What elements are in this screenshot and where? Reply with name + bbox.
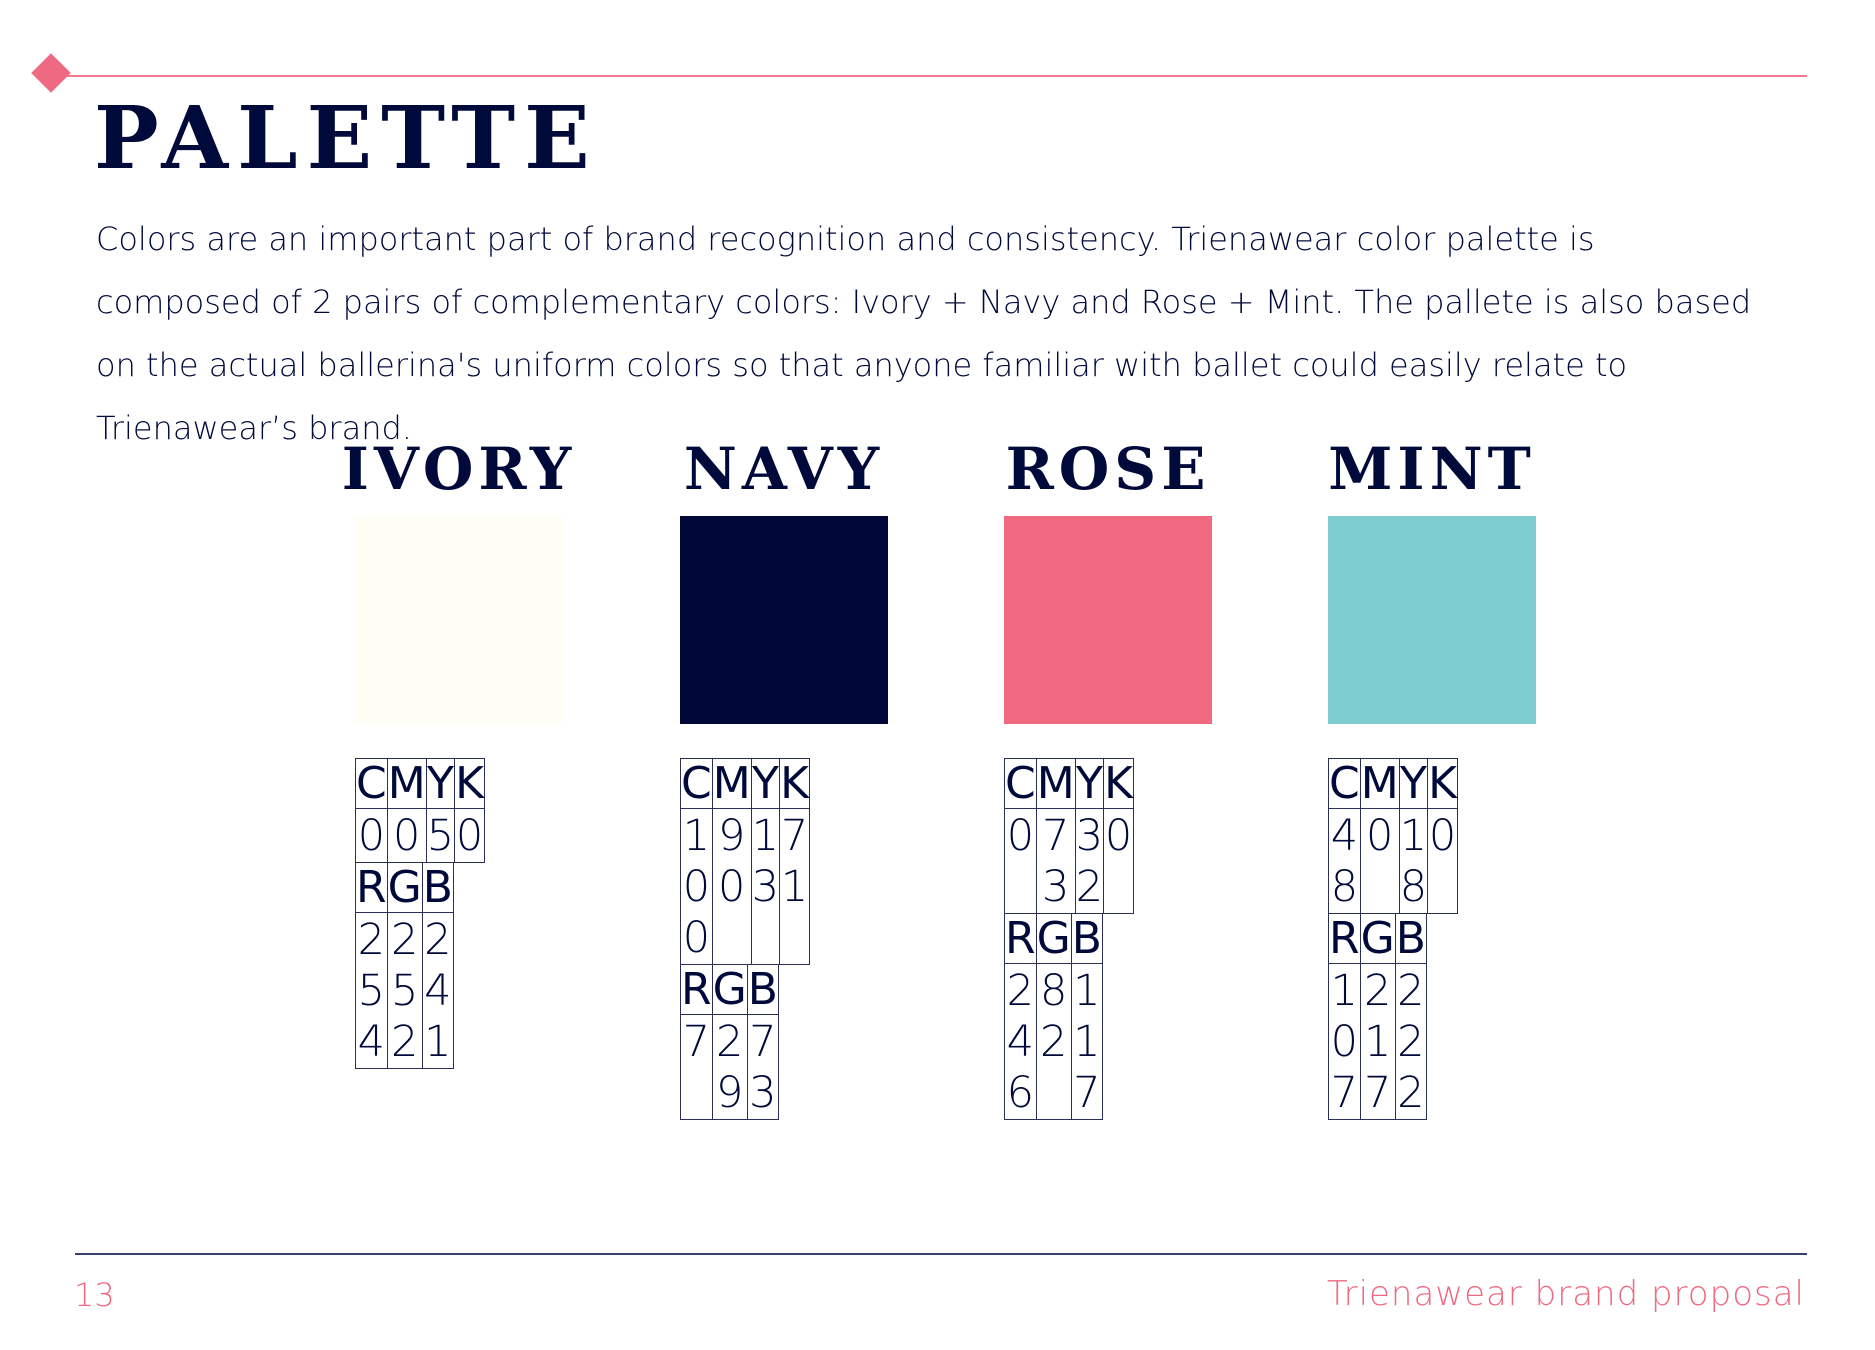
rgb-table xyxy=(1328,913,1427,1120)
rgb-value-r: 7 xyxy=(681,1014,713,1119)
footer-doc-title: Trienawear brand proposal xyxy=(1326,1274,1805,1314)
cmyk-header-k: K xyxy=(780,758,809,809)
color-name: ROSE xyxy=(1005,435,1211,503)
color-name: NAVY xyxy=(683,435,885,503)
rgb-header-g: G xyxy=(1360,912,1395,964)
rgb-value-g: 2 1 7 xyxy=(1360,963,1395,1119)
cmyk-header-k: K xyxy=(455,758,484,809)
intro-paragraph: Colors are an important part of brand recognition and consistency. Trienawear color palette is composed of 2 pairs of complementary colors: Ivory + Navy and Rose + Mint. The pallete is also based on the actual ballerina's uniform colors so that anyone familiar with ballet could easily relate to Trienawear’s brand. xyxy=(96,220,1752,447)
page-number: 13 xyxy=(74,1276,115,1314)
rgb-header-b: B xyxy=(747,963,778,1015)
cmyk-table xyxy=(1004,758,1134,914)
cmyk-value-m: 0 xyxy=(1360,809,1399,914)
rgb-value-r: 2 4 6 xyxy=(1005,963,1037,1119)
cmyk-value-m: 9 0 xyxy=(712,809,751,965)
cmyk-header-c: C xyxy=(1329,758,1360,809)
rgb-value-g: 2 9 xyxy=(712,1014,747,1119)
cmyk-value-k: 0 xyxy=(1428,809,1458,914)
rgb-header-r: R xyxy=(356,861,387,913)
cmyk-header-y: Y xyxy=(751,758,779,809)
rgb-value-b: 2 2 2 xyxy=(1395,963,1426,1119)
cmyk-table xyxy=(355,758,485,863)
cmyk-header-y: Y xyxy=(1075,758,1103,809)
rgb-value-b: 2 4 1 xyxy=(422,912,453,1068)
rgb-value-r: 1 0 7 xyxy=(1329,963,1361,1119)
color-swatch xyxy=(680,516,888,724)
color-name: MINT xyxy=(1328,435,1536,503)
rgb-table xyxy=(1004,913,1103,1120)
color-name: IVORY xyxy=(341,435,577,503)
cmyk-header-y: Y xyxy=(426,758,454,809)
cmyk-table xyxy=(1328,758,1458,914)
top-rule xyxy=(60,75,1807,77)
cmyk-value-c: 0 xyxy=(1005,809,1037,914)
cmyk-value-c: 0 xyxy=(356,809,388,863)
cmyk-header-m: M xyxy=(1036,758,1075,809)
page-title: PALETTE xyxy=(94,88,599,189)
cmyk-header-m: M xyxy=(1360,758,1399,809)
cmyk-header-c: C xyxy=(681,758,712,809)
color-swatch xyxy=(1004,516,1212,724)
cmyk-value-k: 0 xyxy=(1104,809,1134,914)
rgb-header-g: G xyxy=(1036,912,1071,964)
bottom-rule xyxy=(75,1253,1807,1255)
rgb-header-r: R xyxy=(681,963,712,1015)
cmyk-value-k: 0 xyxy=(455,809,485,863)
cmyk-value-y: 3 2 xyxy=(1075,809,1103,914)
rgb-value-b: 1 1 7 xyxy=(1071,963,1102,1119)
cmyk-header-c: C xyxy=(1005,758,1036,809)
cmyk-table xyxy=(680,758,810,965)
cmyk-value-y: 1 8 xyxy=(1399,809,1427,914)
cmyk-value-y: 5 xyxy=(426,809,454,863)
rgb-header-r: R xyxy=(1005,912,1036,964)
cmyk-value-m: 0 xyxy=(387,809,426,863)
rgb-header-b: B xyxy=(1071,912,1102,964)
cmyk-value-k: 7 1 xyxy=(780,809,810,965)
cmyk-header-c: C xyxy=(356,758,387,809)
rgb-value-g: 2 5 2 xyxy=(387,912,422,1068)
color-swatch xyxy=(355,516,563,724)
cmyk-header-k: K xyxy=(1104,758,1133,809)
rgb-table xyxy=(680,964,779,1120)
cmyk-header-m: M xyxy=(387,758,426,809)
rgb-table xyxy=(355,862,454,1069)
cmyk-header-k: K xyxy=(1428,758,1457,809)
rgb-value-r: 2 5 4 xyxy=(356,912,388,1068)
rgb-header-b: B xyxy=(422,861,453,913)
cmyk-value-c: 4 8 xyxy=(1329,809,1361,914)
rgb-value-b: 7 3 xyxy=(747,1014,778,1119)
cmyk-value-y: 1 3 xyxy=(751,809,779,965)
rgb-header-r: R xyxy=(1329,912,1360,964)
rgb-header-g: G xyxy=(712,963,747,1015)
rgb-value-g: 8 2 xyxy=(1036,963,1071,1119)
rgb-header-b: B xyxy=(1395,912,1426,964)
cmyk-value-c: 1 0 0 xyxy=(681,809,713,965)
rgb-header-g: G xyxy=(387,861,422,913)
cmyk-header-m: M xyxy=(712,758,751,809)
cmyk-value-m: 7 3 xyxy=(1036,809,1075,914)
diamond-icon xyxy=(31,53,71,93)
color-swatch xyxy=(1328,516,1536,724)
cmyk-header-y: Y xyxy=(1399,758,1427,809)
